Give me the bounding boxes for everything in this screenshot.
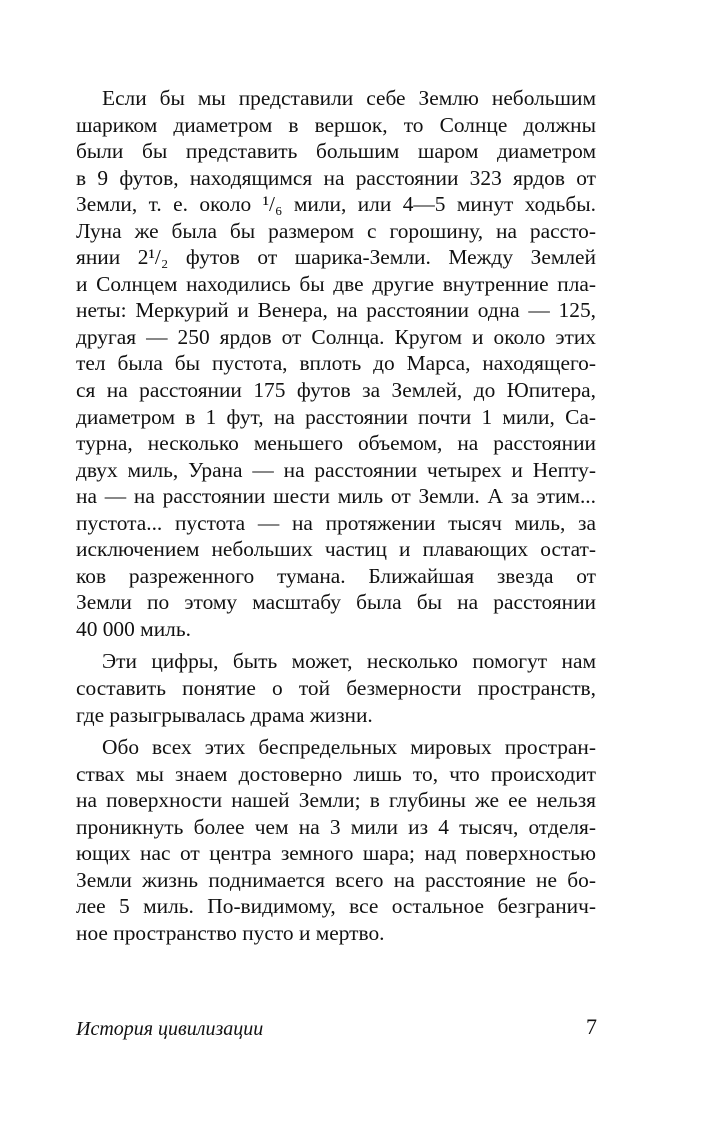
text-line: ное пространство пусто и мертво. bbox=[76, 920, 385, 945]
text-line: тел была бы пустота, вплоть до Марса, находящего- bbox=[76, 351, 596, 376]
paragraph-1 bbox=[76, 85, 596, 642]
text-line: исключением небольших частиц и плавающих остат- bbox=[76, 537, 596, 562]
text-line: Земли, т. е. около ¹/₆ мили, или 4—5 минут ходьбы. bbox=[76, 192, 596, 217]
text-line: были бы представить большим шаром диаметром bbox=[76, 139, 596, 164]
text-line: Эти цифры, быть может, несколько помогут нам bbox=[102, 649, 596, 674]
body-text bbox=[76, 85, 596, 947]
text-line: ся на расстоянии 175 футов за Землей, до Юпитера, bbox=[76, 378, 596, 403]
text-line: шариком диаметром в вершок, то Солнце должны bbox=[76, 112, 596, 137]
text-line: янии 2¹/₂ футов от шарика-Земли. Между Землей bbox=[76, 245, 596, 270]
text-line: двух миль, Урана — на расстоянии четырех и Непту- bbox=[76, 457, 596, 482]
text-line: Если бы мы представили себе Землю небольшим bbox=[102, 86, 596, 110]
text-line: Луна же была бы размером с горошину, на рассто- bbox=[76, 218, 596, 243]
text-line: диаметром в 1 фут, на расстоянии почти 1 мили, Са- bbox=[76, 404, 596, 429]
text-line: ков разреженного тумана. Ближайшая звезда от bbox=[76, 563, 596, 588]
page-number: 7 bbox=[586, 1014, 597, 1039]
text-line: лее 5 миль. По-видимому, все остальное безгранич- bbox=[76, 894, 596, 919]
text-line: и Солнцем находились бы две другие внутренние пла- bbox=[76, 271, 596, 296]
text-line: составить понятие о той безмерности пространств, bbox=[76, 676, 596, 701]
text-line: где разыгрывалась драма жизни. bbox=[76, 702, 373, 727]
text-line: ствах мы знаем достоверно лишь то, что происходит bbox=[76, 761, 596, 786]
text-line: Земли по этому масштабу была бы на расстоянии bbox=[76, 590, 596, 615]
text-line: пустота... пустота — на протяжении тысяч миль, за bbox=[76, 510, 596, 535]
paragraph-2 bbox=[76, 648, 596, 728]
text-line: Обо всех этих беспредельных мировых простран- bbox=[102, 735, 596, 760]
text-line: в 9 футов, находящимся на расстоянии 323 ярдов от bbox=[76, 165, 596, 190]
text-line: другая — 250 ярдов от Солнца. Кругом и около этих bbox=[76, 324, 596, 349]
text-line: на поверхности нашей Земли; в глубины же ее нельзя bbox=[76, 788, 596, 813]
running-title: История цивилизации bbox=[76, 1018, 264, 1040]
text-line: неты: Меркурий и Венера, на расстоянии одна — 125, bbox=[76, 298, 596, 323]
text-line: на — на расстоянии шести миль от Земли. А за этим... bbox=[76, 484, 596, 509]
text-line: турна, несколько меньшего объемом, на расстоянии bbox=[76, 431, 596, 456]
text-line: проникнуть более чем на 3 мили из 4 тысяч, отделя- bbox=[76, 814, 596, 839]
paragraph-3 bbox=[76, 734, 596, 946]
text-line: Земли жизнь поднимается всего на расстояние не бо- bbox=[76, 867, 596, 892]
text-line: 40 000 миль. bbox=[76, 616, 191, 641]
text-line: ющих нас от центра земного шара; над поверхностью bbox=[76, 841, 596, 866]
